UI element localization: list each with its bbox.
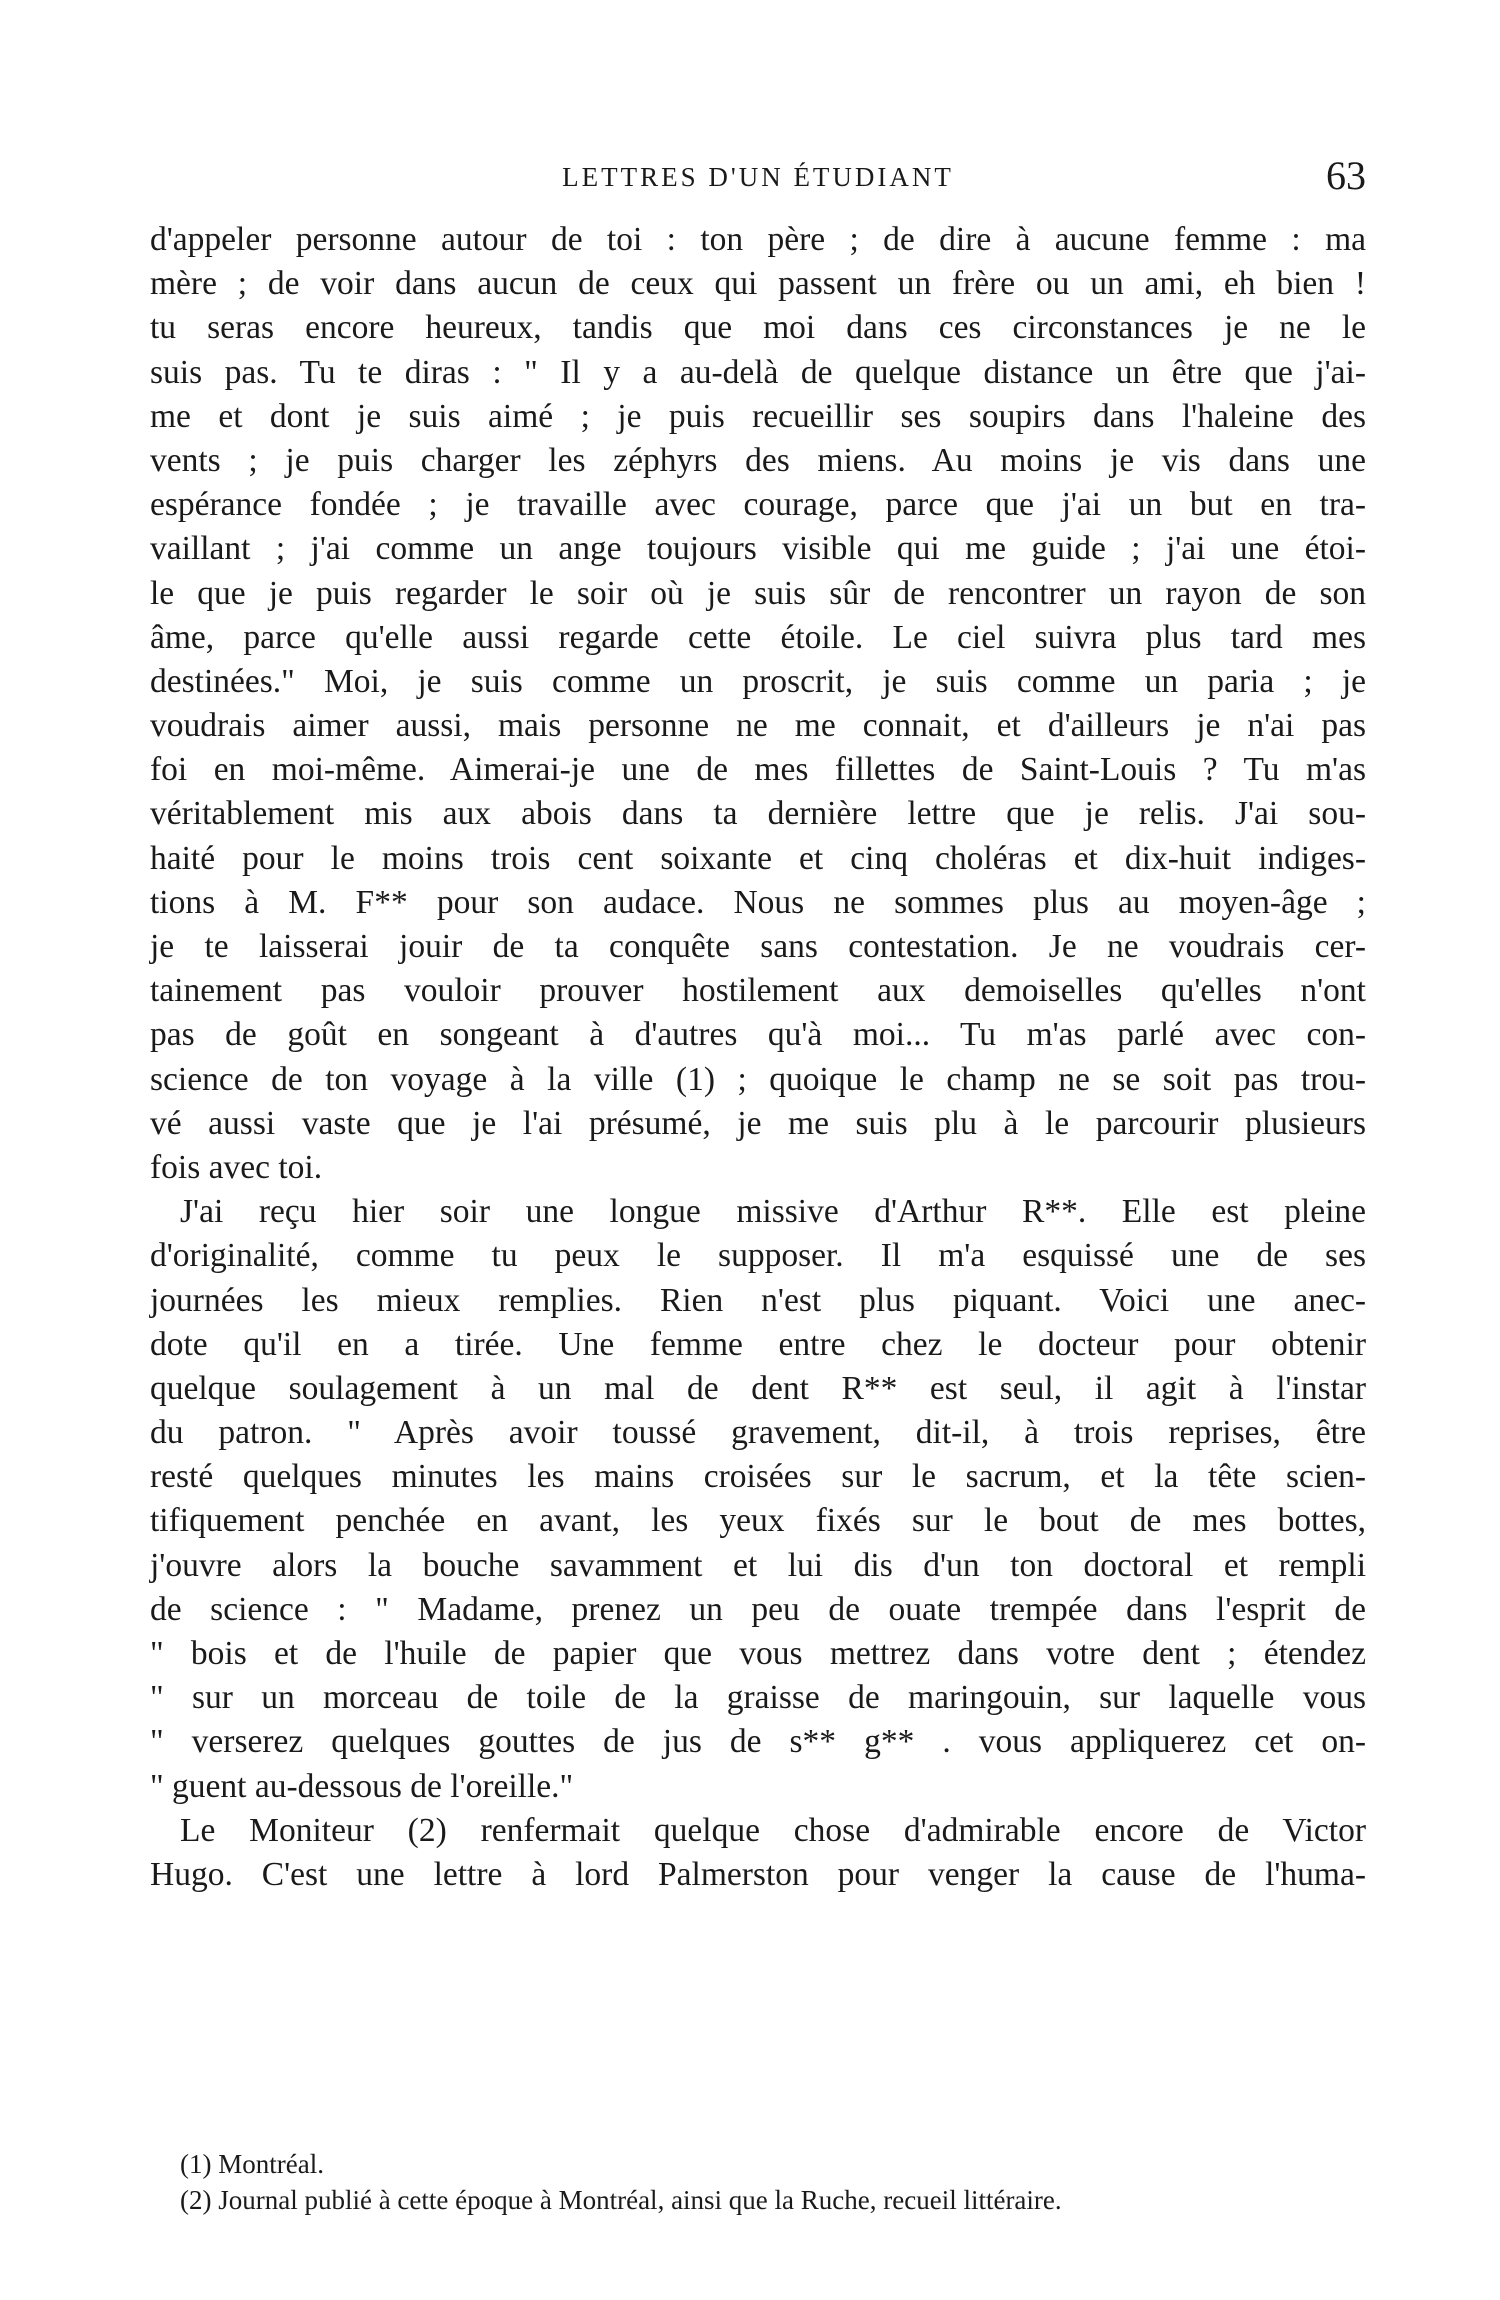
text-line: tainement pas vouloir prouver hostilement aux demoiselles qu'elles n'ont bbox=[150, 972, 1366, 1010]
text-line: me et dont je suis aimé ; je puis recueillir ses soupirs dans l'haleine des bbox=[150, 397, 1366, 435]
running-head bbox=[150, 152, 1366, 202]
page-number: 63 bbox=[1326, 153, 1366, 198]
body-text bbox=[150, 218, 1366, 1897]
text-line: tifiquement penchée en avant, les yeux fixés sur le bout de mes bottes, bbox=[150, 1502, 1366, 1540]
footnotes bbox=[180, 2146, 1370, 2218]
footnote: (1) Montréal. bbox=[180, 2149, 324, 2179]
text-line: je te laisserai jouir de ta conquête sans contestation. Je ne voudrais cer- bbox=[150, 928, 1366, 965]
text-line: " verserez quelques gouttes de jus de s** g** . vous appliquerez cet on- bbox=[150, 1723, 1366, 1761]
text-line: " guent au-dessous de l'oreille." bbox=[150, 1767, 574, 1805]
text-line: quelque soulagement à un mal de dent R** est seul, il agit à l'instar bbox=[150, 1369, 1366, 1407]
text-line: dote qu'il en a tirée. Une femme entre chez le docteur pour obtenir bbox=[150, 1325, 1366, 1363]
footnote: (2) Journal publié à cette époque à Montréal, ainsi que la Ruche, recueil littéraire. bbox=[180, 2185, 1062, 2215]
text-line: " bois et de l'huile de papier que vous mettrez dans votre dent ; étendez bbox=[150, 1635, 1366, 1672]
text-line: Hugo. C'est une lettre à lord Palmerston pour venger la cause de l'huma- bbox=[150, 1855, 1366, 1893]
text-line: véritablement mis aux abois dans ta dernière lettre que je relis. J'ai sou- bbox=[150, 795, 1366, 833]
text-line: fois avec toi. bbox=[150, 1148, 323, 1186]
text-line: Le Moniteur (2) renfermait quelque chose d'admirable encore de Victor bbox=[180, 1811, 1366, 1849]
text-line: J'ai reçu hier soir une longue missive d'Arthur R**. Elle est pleine bbox=[180, 1193, 1366, 1231]
paragraph bbox=[150, 1809, 1366, 1897]
text-line: de science : " Madame, prenez un peu de ouate trempée dans l'esprit de bbox=[150, 1590, 1366, 1628]
text-line: haité pour le moins trois cent soixante et cinq choléras et dix-huit indiges- bbox=[150, 839, 1366, 877]
text-line: tions à M. F** pour son audace. Nous ne sommes plus au moyen-âge ; bbox=[150, 883, 1366, 921]
text-line: d'appeler personne autour de toi : ton père ; de dire à aucune femme : ma bbox=[150, 221, 1366, 258]
paragraph bbox=[150, 1190, 1366, 1809]
text-line: resté quelques minutes les mains croisées sur le sacrum, et la tête scien- bbox=[150, 1458, 1366, 1496]
paragraph bbox=[150, 218, 1366, 1190]
text-line: vents ; je puis charger les zéphyrs des miens. Au moins je vis dans une bbox=[150, 441, 1366, 479]
text-line: destinées." Moi, je suis comme un proscrit, je suis comme un paria ; je bbox=[150, 662, 1366, 700]
text-line: espérance fondée ; je travaille avec courage, parce que j'ai un but en tra- bbox=[150, 486, 1366, 524]
text-line: vaillant ; j'ai comme un ange toujours visible qui me guide ; j'ai une étoi- bbox=[150, 530, 1366, 568]
text-line: foi en moi-même. Aimerai-je une de mes fillettes de Saint-Louis ? Tu m'as bbox=[150, 751, 1366, 789]
text-line: d'originalité, comme tu peux le supposer. Il m'a esquissé une de ses bbox=[150, 1237, 1366, 1275]
text-line: j'ouvre alors la bouche savamment et lui dis d'un ton doctoral et rempli bbox=[150, 1546, 1366, 1584]
text-line: vé aussi vaste que je l'ai présumé, je me suis plu à le parcourir plusieurs bbox=[150, 1104, 1366, 1142]
text-line: âme, parce qu'elle aussi regarde cette étoile. Le ciel suivra plus tard mes bbox=[150, 618, 1366, 656]
running-title: LETTRES D'UN ÉTUDIANT bbox=[562, 162, 954, 192]
text-line: du patron. " Après avoir toussé gravement, dit-il, à trois reprises, être bbox=[150, 1414, 1366, 1452]
text-line: le que je puis regarder le soir où je suis sûr de rencontrer un rayon de son bbox=[150, 574, 1366, 612]
text-line: voudrais aimer aussi, mais personne ne me connait, et d'ailleurs je n'ai pas bbox=[150, 707, 1366, 745]
text-line: " sur un morceau de toile de la graisse de maringouin, sur laquelle vous bbox=[150, 1679, 1366, 1717]
text-line: journées les mieux remplies. Rien n'est plus piquant. Voici une anec- bbox=[150, 1281, 1366, 1319]
text-line: pas de goût en songeant à d'autres qu'à moi... Tu m'as parlé avec con- bbox=[150, 1016, 1366, 1054]
text-line: tu seras encore heureux, tandis que moi dans ces circonstances je ne le bbox=[150, 309, 1366, 347]
text-line: mère ; de voir dans aucun de ceux qui passent un frère ou un ami, eh bien ! bbox=[150, 265, 1366, 303]
text-line: science de ton voyage à la ville (1) ; quoique le champ ne se soit pas trou- bbox=[150, 1060, 1366, 1098]
text-line: suis pas. Tu te diras : " Il y a au-delà de quelque distance un être que j'ai- bbox=[150, 353, 1366, 391]
